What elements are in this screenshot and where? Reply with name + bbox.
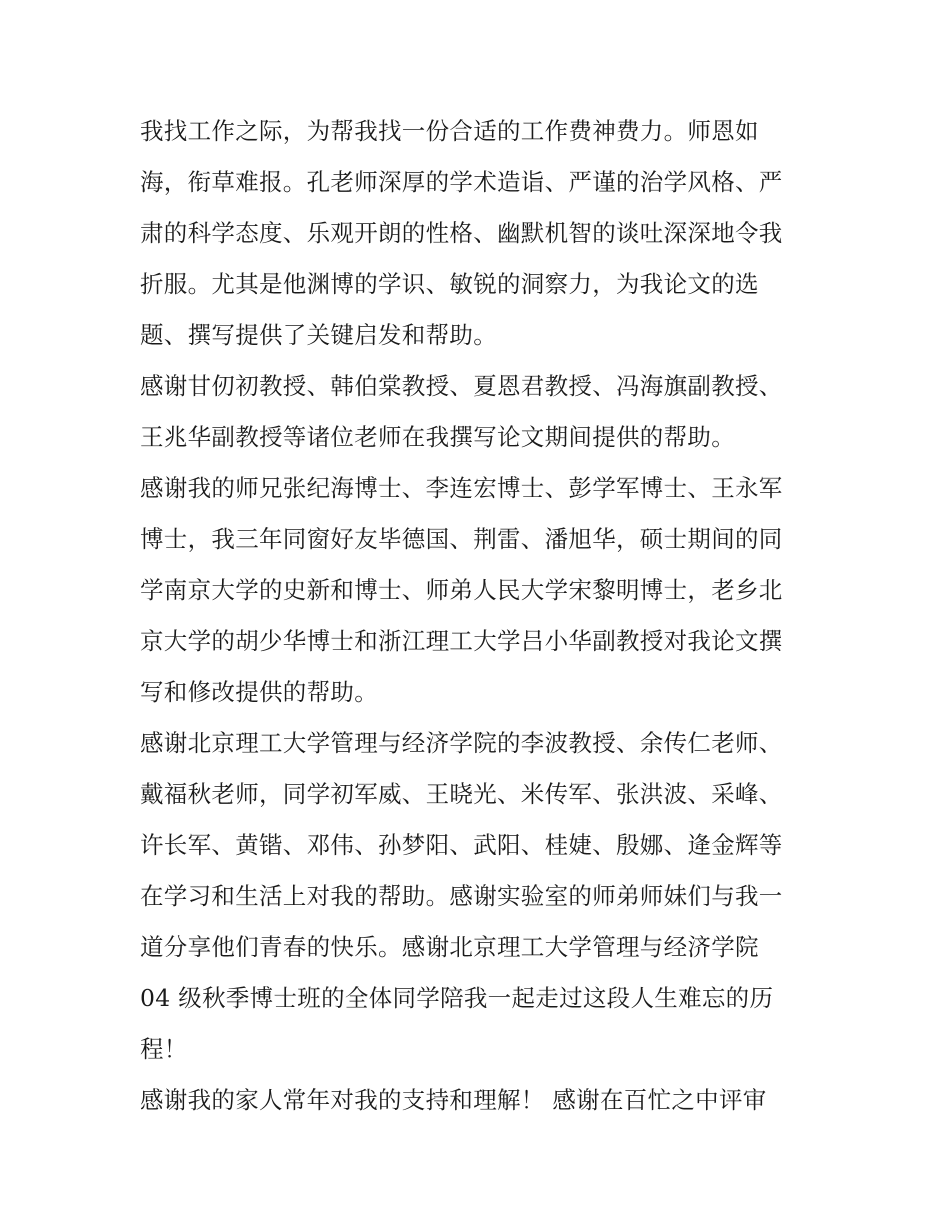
text-line: 肃的科学态度、乐观开朗的性格、幽默机智的谈吐深深地令我 <box>140 219 783 247</box>
text-line: 许长军、黄锴、邓伟、孙梦阳、武阳、桂婕、殷娜、逄金辉等 <box>140 831 783 859</box>
text-line: 感谢我的师兄张纪海博士、李连宏博士、彭学军博士、王永军 <box>140 474 783 502</box>
text-line: 折服。尤其是他渊博的学识、敏锐的洞察力，为我论文的选 <box>140 270 759 298</box>
text-line: 写和修改提供的帮助。 <box>140 678 378 706</box>
text-line: 海，衔草难报。孔老师深厚的学术造诣、严谨的治学风格、严 <box>140 168 783 196</box>
text-line: 感谢北京理工大学管理与经济学院的李波教授、余传仁老师、 <box>140 729 783 757</box>
text-line: 道分享他们青春的快乐。感谢北京理工大学管理与经济学院 <box>140 933 759 961</box>
text-line: 题、撰写提供了关键启发和帮助。 <box>140 321 497 349</box>
text-line: 戴福秋老师，同学初军威、王晓光、米传军、张洪波、采峰、 <box>140 780 783 808</box>
text-line: 京大学的胡少华博士和浙江理工大学吕小华副教授对我论文撰 <box>140 627 783 655</box>
text-line: 我找工作之际，为帮我找一份合适的工作费神费力。师恩如 <box>140 117 759 145</box>
text-line: 博士，我三年同窗好友毕德国、荆雷、潘旭华，硕士期间的同 <box>140 525 783 553</box>
text-line: 感谢我的家人常年对我的支持和理解！ 感谢在百忙之中评审 <box>140 1086 767 1114</box>
text-line: 学南京大学的史新和博士、师弟人民大学宋黎明博士，老乡北 <box>140 576 783 604</box>
acknowledgement-text <box>140 106 820 1126</box>
text-line: 在学习和生活上对我的帮助。感谢实验室的师弟师妹们与我一 <box>140 882 783 910</box>
text-line: 王兆华副教授等诸位老师在我撰写论文期间提供的帮助。 <box>140 423 735 451</box>
text-line: 04 级秋季博士班的全体同学陪我一起走过这段人生难忘的历 <box>140 984 774 1012</box>
text-line: 感谢甘仞初教授、韩伯棠教授、夏恩君教授、冯海旗副教授、 <box>140 372 783 400</box>
text-line: 程！ <box>140 1035 188 1063</box>
